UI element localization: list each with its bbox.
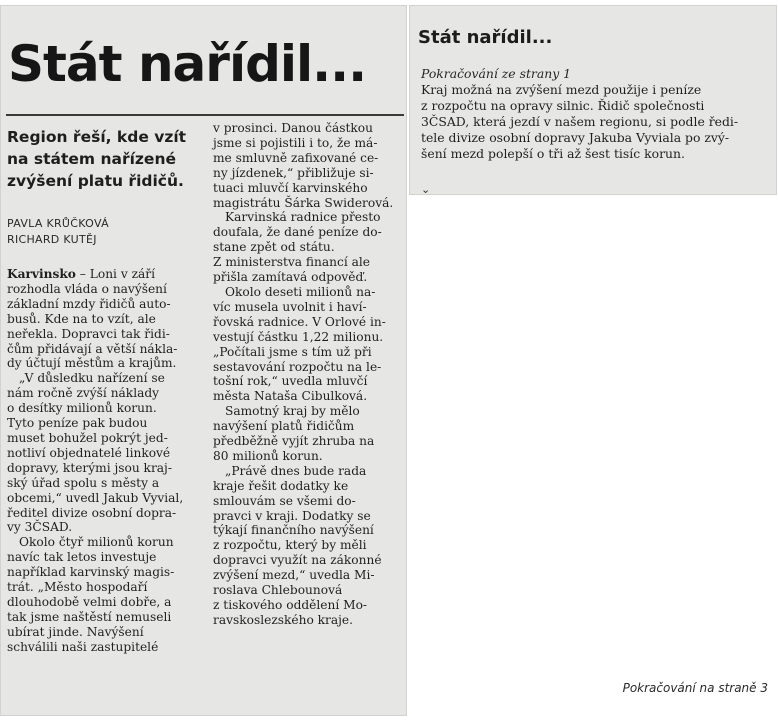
text-line: stane zpět od státu. (213, 240, 335, 255)
text-line: notliví objednatelé linkové (7, 445, 171, 460)
text-line: v prosinci. Danou částkou (213, 121, 373, 135)
text-line: „Počítali jsme s tím už při (213, 344, 372, 359)
dateline: Karvinsko (7, 267, 76, 281)
text-line: Tyto peníze pak budou (7, 416, 148, 431)
byline (7, 216, 212, 248)
text-line (7, 267, 207, 282)
text-line: přišla zamítavá odpověď. (213, 270, 368, 285)
text-line: řovská radnice. V Orlové in- (213, 314, 386, 329)
text-line: smlouvám se všemi do- (213, 493, 356, 508)
text-line: neřekla. Dopravci tak řidi- (7, 326, 170, 341)
text-line: ravskoslezského kraje. (213, 612, 353, 627)
text-line: sestavování rozpočtu na le- (213, 359, 382, 374)
text-line: navíc tak letos investuje (7, 550, 157, 565)
article-column-1 (7, 267, 207, 655)
text-line: Samotný kraj by mělo (225, 404, 360, 419)
text-line: jsme si pojistili i to, že má- (213, 135, 378, 150)
text-line: tošní rok,“ uvedla mluvčí (213, 374, 368, 389)
text-line: schválili naši zastupitelé (7, 639, 159, 654)
lead-line: zvýšení platu řidičů. (7, 172, 184, 190)
text-line: pravci v kraji. Dodatky se (213, 508, 371, 523)
text-line: ský úřad spolu s městy a (7, 475, 160, 490)
text-line: z tiskového oddělení Mo- (213, 598, 368, 612)
text-line: víc musela uvolnit i haví- (213, 299, 367, 314)
lead-line: Region řeší, kde vzít (7, 128, 187, 146)
text-line: města Nataša Cibulková. (213, 389, 368, 404)
text-line: nám ročně zvýší náklady (7, 386, 160, 401)
text-line: dopravy, kterými jsou kraj- (7, 460, 172, 475)
text-line: doufala, že dané peníze do- (213, 225, 382, 240)
text-line: tak jsme naštěstí nemuseli (7, 609, 172, 624)
author: PAVLA KRŮČKOVÁ (7, 217, 109, 230)
lead-line: na státem nařízené (7, 150, 176, 168)
text-line: kraje řešit dodatky ke (213, 478, 349, 493)
text-line: základní mzdy řidičů auto- (7, 296, 171, 311)
text-line: o desítky milionů korun. (7, 401, 157, 416)
text-line: trát. „Město hospodaří (7, 580, 148, 595)
text-line: čům přidávají a větší nákla- (7, 341, 178, 356)
continuation-line: z rozpočtu na opravy silnic. Řidič společnosti (421, 97, 705, 113)
text-line: rozhodla vláda o navýšení (7, 281, 167, 296)
headline-rule (6, 114, 404, 116)
text-line: navýšení platů řidičům (213, 419, 355, 434)
text-line: muset bohužel pokrýt jed- (7, 430, 168, 445)
continuation-body (421, 82, 771, 162)
article-column-2 (213, 121, 403, 628)
continuation-line: 3ČSAD, která jezdí v našem regionu, si podle ředi- (421, 113, 739, 129)
continuation-line: šení mezd polepší o tři až šest tisíc korun. (421, 145, 685, 161)
text-line: z rozpočtu, který by měli (213, 538, 367, 553)
text-line: „V důsledku nařízení se (19, 371, 165, 386)
text-line: zvýšení mezd,“ uvedla Mi- (213, 568, 375, 583)
author: RICHARD KUTĚJ (7, 233, 97, 246)
continuation-source-note: Pokračování ze strany 1 (421, 66, 572, 81)
text-line: týkají finančního navýšení (213, 523, 374, 538)
text-line: obcemi,“ uvedl Jakub Vyvial, (7, 490, 184, 505)
text-line: ny jízdenek,“ přibližuje si- (213, 165, 374, 180)
continuation-title: Stát nařídil... (418, 27, 553, 48)
text-line: Okolo deseti milionů na- (225, 284, 376, 299)
text-line: dopravci využít na zákonné (213, 553, 382, 568)
text-line: ubírat jinde. Navýšení (7, 624, 144, 639)
text-line: me smluvně zafixované ce- (213, 150, 379, 165)
text-fragment: – Loni v září (75, 267, 155, 281)
continuation-line: Kraj možná na zvýšení mezd použije i peníze (421, 82, 702, 97)
text-line: tuaci mluvčí karvinského (213, 180, 368, 195)
text-line: „Právě dnes bude rada (225, 463, 367, 478)
lead-paragraph (7, 126, 212, 192)
continuation-line: tele divize osobní dopravy Jakuba Vyviala po zvý- (421, 129, 730, 145)
text-line: vy 3ČSAD. (7, 520, 73, 535)
text-line: dlouhodobě velmi dobře, a (7, 594, 172, 609)
text-line: dy účtují městům a krajům. (7, 356, 177, 371)
text-line: Karvinská radnice přesto (225, 210, 381, 225)
text-line: například karvinský magis- (7, 565, 175, 580)
text-line: busů. Kde na to vzít, ale (7, 311, 156, 326)
text-line: Z ministerstva financí ale (213, 255, 370, 270)
end-mark-icon: ⌄ (421, 183, 431, 196)
text-line: vestují částku 1,22 milionu. (213, 329, 384, 344)
headline: Stát nařídil... (8, 35, 367, 93)
continued-note: Pokračování na straně 3 (622, 681, 768, 695)
text-line: 80 milionů korun. (213, 448, 323, 463)
text-line: magistrátu Šárka Swiderová. (213, 195, 394, 210)
text-line: roslava Chlebounová (213, 583, 343, 598)
text-line: ředitel divize osobní dopra- (7, 505, 177, 520)
text-line: předběžně vyjít zhruba na (213, 434, 375, 449)
text-line: Okolo čtyř milionů korun (19, 535, 174, 550)
